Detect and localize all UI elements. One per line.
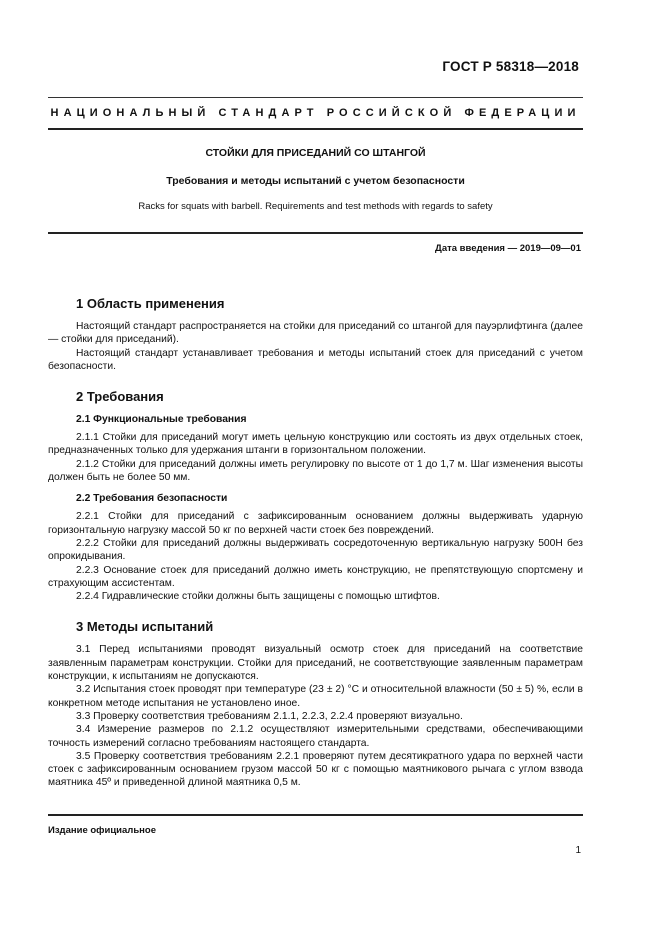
document-id: ГОСТ Р 58318—2018 xyxy=(442,59,579,74)
subsection-2-2 xyxy=(48,492,583,603)
header-rule-bottom xyxy=(48,128,583,130)
section-3 xyxy=(48,619,583,789)
document-title: СТОЙКИ ДЛЯ ПРИСЕДАНИЙ СО ШТАНГОЙ xyxy=(205,147,426,159)
subsection-heading: 2.2 Требования безопасности xyxy=(76,493,228,505)
section-2 xyxy=(48,389,583,603)
footer-rule xyxy=(48,814,583,816)
section-1 xyxy=(48,296,583,373)
paragraph: 2.2.3 Основание стоек для приседаний должно иметь конструкцию, не препятствующую спортсмену и страхующим ассистентам. xyxy=(48,564,583,589)
paragraph: 2.2.2 Стойки для приседаний должны выдерживать сосредоточенную вертикальную нагрузку 500Н без опрокидывания. xyxy=(48,537,583,563)
paragraph: Настоящий стандарт устанавливает требования и методы испытаний стоек для приседаний с учетом безопасности. xyxy=(48,347,583,372)
national-standard-banner: НАЦИОНАЛЬНЫЙ СТАНДАРТ РОССИЙСКОЙ ФЕДЕРАЦИИ xyxy=(50,107,581,119)
subsection-2-1 xyxy=(48,413,583,484)
paragraph: Настоящий стандарт распространяется на стойки для приседаний со штангой для пауэрлифтинга (далее — стойки для приседаний). xyxy=(48,321,583,346)
title-rule xyxy=(48,232,583,234)
paragraph: 3.3 Проверку соответствия требованиям 2.1.1, 2.2.3, 2.2.4 проверяют визуально. xyxy=(76,710,463,722)
official-edition-label: Издание официальное xyxy=(48,825,156,836)
header-rule-top xyxy=(48,97,583,98)
document-title-english: Racks for squats with barbell. Requirements and test methods with regards to safety xyxy=(138,201,493,212)
paragraph: 3.5 Проверку соответствия требованиям 2.2.1 проверяют путем десятикратного удара по верхней части стоек с зафиксированным основанием грузом массой 50 кг с помощью маятникового рычага с углом взвода маятника 45º и приведенной длиной маятника 0,5 м. xyxy=(48,750,583,789)
paragraph: 2.2.1 Стойки для приседаний с зафиксированным основанием должны выдерживать ударную горизонтальную нагрузку массой 50 кг по верхней части стоек без повреждений. xyxy=(48,511,583,536)
document-subtitle: Требования и методы испытаний с учетом безопасности xyxy=(166,175,465,187)
paragraph: 2.2.4 Гидравлические стойки должны быть защищены с помощью штифтов. xyxy=(76,591,440,603)
section-heading: 2 Требования xyxy=(76,389,164,405)
paragraph: 3.2 Испытания стоек проводят при температуре (23 ± 2) °С и относительной влажности (50 ± 5) %, если в конкретном методе испытания не установлено иное. xyxy=(48,684,583,709)
page-number: 1 xyxy=(575,845,581,856)
paragraph: 2.1.1 Стойки для приседаний могут иметь цельную конструкцию или состоять из двух отдельных стоек, предназначенных только для удержания штанги в горизонтальном положении. xyxy=(48,432,583,457)
paragraph: 3.4 Измерение размеров по 2.1.2 осуществляют измерительными средствами, обеспечивающими точность измерений согласно требованиям настоящего стандарта. xyxy=(48,724,583,749)
introduction-date: Дата введения — 2019—09—01 xyxy=(435,243,581,254)
document-body xyxy=(48,296,583,806)
section-heading: 3 Методы испытаний xyxy=(76,619,214,635)
paragraph: 3.1 Перед испытаниями проводят визуальный осмотр стоек для приседаний на соответствие заявленным параметрам конструкции. Стойки для приседаний, не соответствующие заявленным параметрам конструкции, к испытаниям не допускаются. xyxy=(48,644,583,683)
section-heading: 1 Область применения xyxy=(76,296,225,311)
paragraph: 2.1.2 Стойки для приседаний должны иметь регулировку по высоте от 1 до 1,7 м. Шаг изменения высоты должен быть не более 50 мм. xyxy=(48,458,583,484)
subsection-heading: 2.1 Функциональные требования xyxy=(76,414,247,426)
